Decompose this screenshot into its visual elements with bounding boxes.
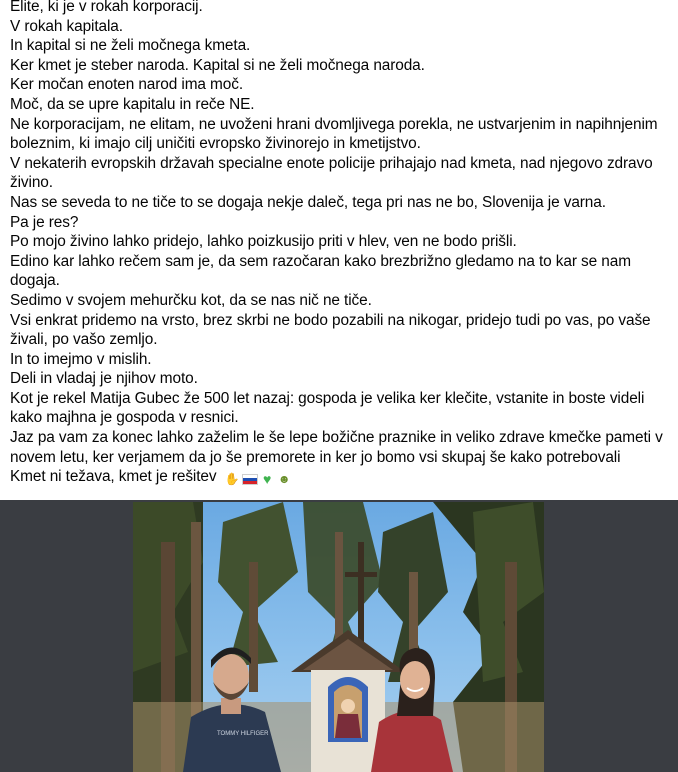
post-line: Pa je res? [10,213,79,231]
post-line: Ne korporacijam, ne elitam, ne uvoženi hrani dvomljivega porekla, ne ustvarjenim in napihnjenim boleznim, ki imajo cilj uničiti evropsko živinorejo in kmetijstvo. [10,115,658,153]
shirt-logo: TOMMY HILFIGER [217,731,269,737]
post-line: Po mojo živino lahko pridejo, lahko poizkusijo priti v hlev, ven ne bodo prišli. [10,233,517,251]
farmer-icon: ☻ [277,472,291,487]
post-line: V nekaterih evropskih državah specialne enote policije prihajajo nad kmeta, nad njegovo zdravo živino. [10,154,653,192]
post-line: In kapital si ne želi močnega kmeta. [10,37,251,55]
post-media[interactable] [0,500,678,772]
post-line: Deli in vladaj je njihov moto. [10,370,198,388]
post-closing-text: Kmet ni težava, kmet je rešitev [10,468,217,486]
post-photo[interactable] [133,502,544,772]
slovenia-flag-icon [242,474,258,485]
emoji-row [225,472,292,487]
post-line: Ker močan enoten narod ima moč. [10,76,244,94]
post-line: Edino kar lahko rečem sam je, da sem razočaran kako brezbrižno gledamo na to kar se nam dogaja. [10,252,631,290]
post-line: In to imejmo v mislih. [10,350,152,368]
post-line: Elite, ki je v rokah korporacij. [10,0,203,15]
folded-hands-icon: ✋ [224,472,240,487]
post-line: Jaz pa vam za konec lahko zaželim le še lepe božične praznike in veliko zdrave kmečke pameti v novem letu, ker verjamem da jo še premorete in ker jo bomo vsi skupaj še kako potrebovali [10,429,663,466]
post-line-last [10,467,668,487]
photo-scene [133,502,544,772]
post-line: Nas se seveda to ne tiče to se dogaja nekje daleč, tega pri nas ne bo, Slovenija je varna. [10,193,606,211]
post-line: Moč, da se upre kapitalu in reče NE. [10,95,255,113]
post-line: Sedimo v svojem mehurčku kot, da se nas nič ne tiče. [10,291,372,309]
post-line: Ker kmet je steber naroda. Kapital si ne želi močnega naroda. [10,56,425,74]
post-line: Vsi enkrat pridemo na vrsto, brez skrbi ne bodo pozabili na nikogar, pridejo tudi po vas, po vaše živali, po vašo zemljo. [10,311,651,349]
post-line: Kot je rekel Matija Gubec že 500 let nazaj: gospoda je velika ker klečite, vstanite in boste videli kako majhna je gospoda v resnici. [10,389,645,427]
post-line: V rokah kapitala. [10,17,123,35]
green-heart-icon: ♥ [263,471,272,488]
